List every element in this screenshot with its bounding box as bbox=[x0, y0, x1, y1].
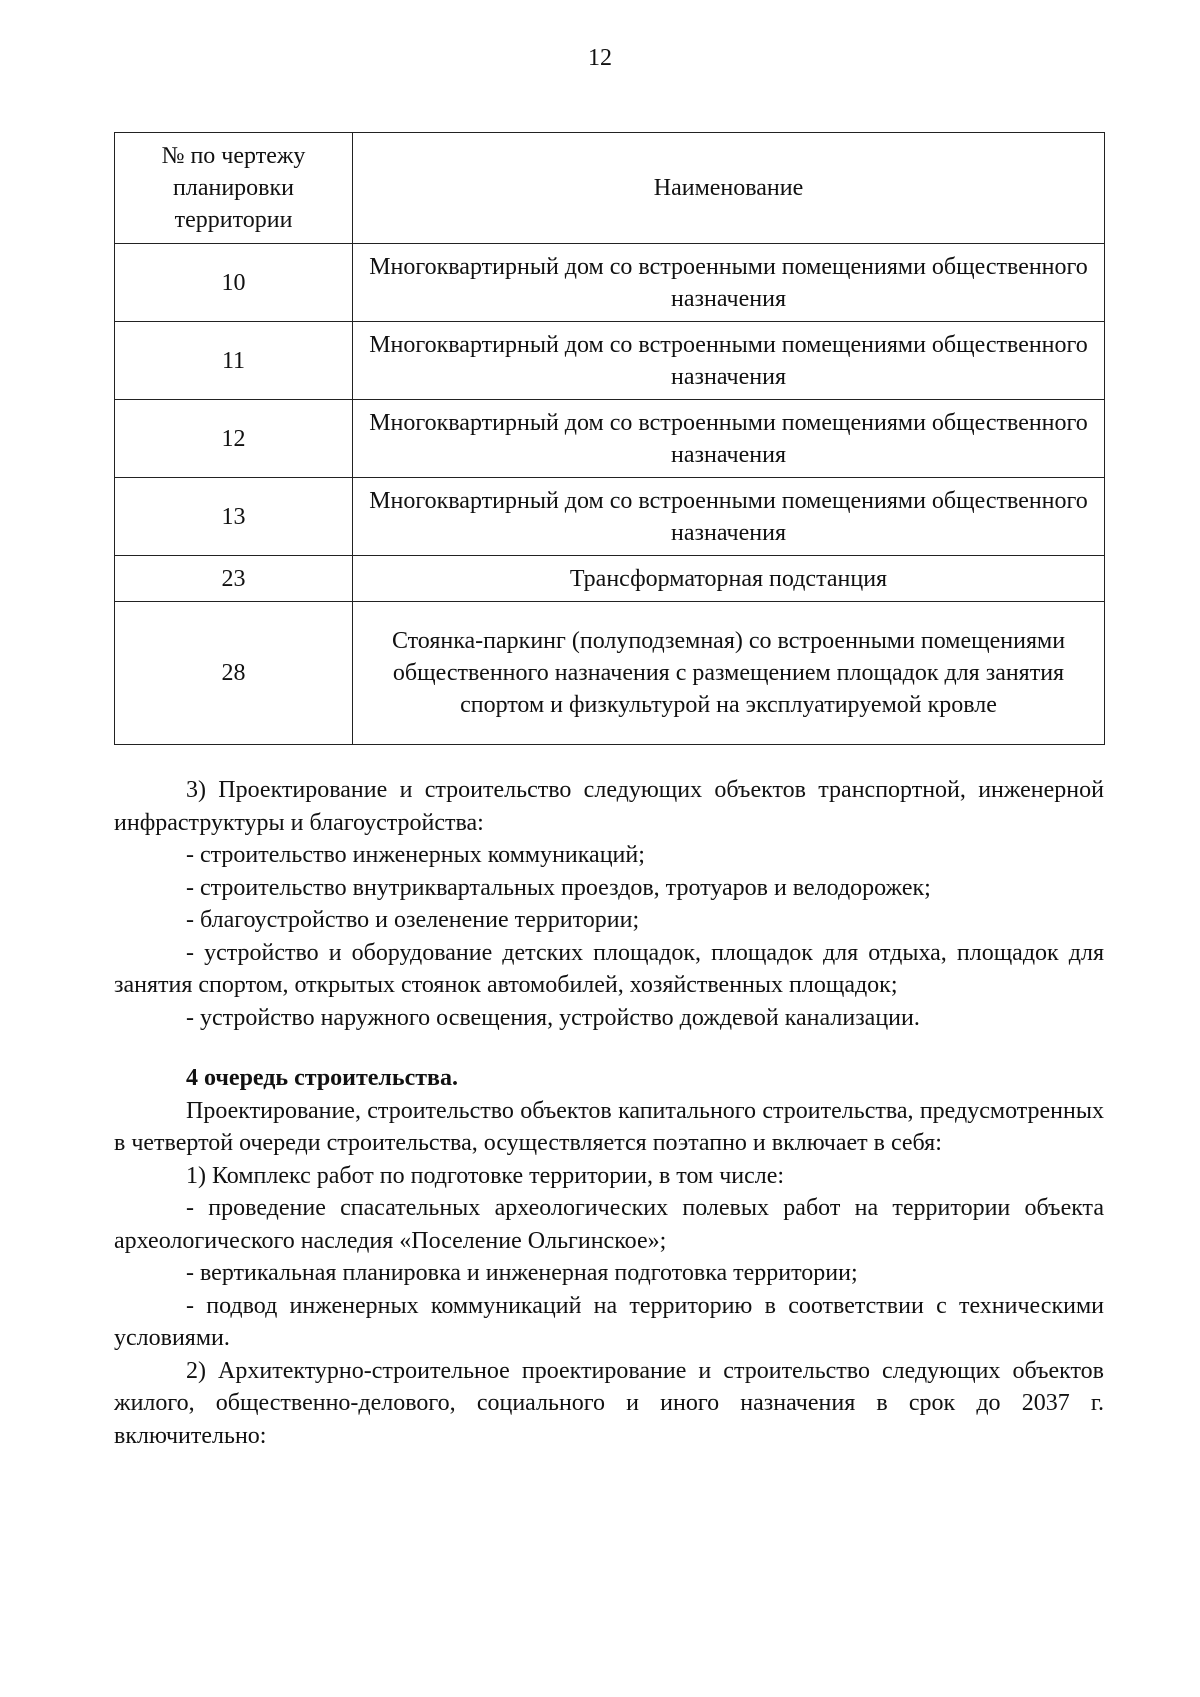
row-number-cell: 12 bbox=[115, 400, 353, 478]
list-item: - строительство инженерных коммуникаций; bbox=[186, 842, 645, 868]
table-row bbox=[115, 602, 1105, 745]
row-number-cell: 28 bbox=[115, 602, 353, 745]
body-text bbox=[114, 774, 1104, 1452]
row-number-cell: 13 bbox=[115, 478, 353, 556]
column-header-name: Наименование bbox=[353, 133, 1105, 244]
row-number-cell: 10 bbox=[115, 244, 353, 322]
table-row bbox=[115, 322, 1105, 400]
row-number-cell: 11 bbox=[115, 322, 353, 400]
section-heading: 4 очередь строительства. bbox=[186, 1065, 458, 1091]
paragraph-item-1: 1) Комплекс работ по подготовке территории, в том числе: bbox=[186, 1162, 785, 1189]
table-row bbox=[115, 244, 1105, 322]
row-number-cell: 23 bbox=[115, 556, 353, 602]
paragraph-intro: Проектирование, строительство объектов капитального строительства, предусмотренных в четвертой очереди строительства, осуществляется поэтапно и включает в себя: bbox=[114, 1097, 1104, 1156]
list-item: - устройство и оборудование детских площадок, площадок для отдыха, площадок для занятия спортом, открытых стоянок автомобилей, хозяйственных площадок; bbox=[114, 939, 1104, 998]
list-item: - подвод инженерных коммуникаций на территорию в соответствии с техническими условиями. bbox=[114, 1292, 1104, 1351]
paragraph-item-2: 2) Архитектурно-строительное проектирование и строительство следующих объектов жилого, общественно-делового, социального и иного назначения в срок до 2037 г. включительно: bbox=[114, 1357, 1104, 1449]
row-name-cell: Стоянка-паркинг (полуподземная) со встроенными помещениями общественного назначения с размещением площадок для занятия спортом и физкультурой на эксплуатируемой кровле bbox=[353, 602, 1105, 745]
list-item: - строительство внутриквартальных проездов, тротуаров и велодорожек; bbox=[186, 874, 931, 901]
column-header-number: № по чертежу планировки территории bbox=[115, 133, 353, 244]
row-name-cell: Трансформаторная подстанция bbox=[353, 556, 1105, 602]
row-name-cell: Многоквартирный дом со встроенными помещениями общественного назначения bbox=[353, 400, 1105, 478]
row-name-cell: Многоквартирный дом со встроенными помещениями общественного назначения bbox=[353, 478, 1105, 556]
list-item: - вертикальная планировка и инженерная подготовка территории; bbox=[186, 1260, 858, 1286]
page-number: 12 bbox=[588, 45, 612, 71]
list-item: - проведение спасательных археологических полевых работ на территории объекта археологического наследия «Поселение Ольгинское»; bbox=[114, 1195, 1104, 1254]
list-item: - устройство наружного освещения, устройство дождевой канализации. bbox=[186, 1004, 920, 1031]
row-name-cell: Многоквартирный дом со встроенными помещениями общественного назначения bbox=[353, 244, 1105, 322]
paragraph-stage-3-infrastructure: 3) Проектирование и строительство следующих объектов транспортной, инженерной инфраструктуры и благоустройства: bbox=[114, 777, 1104, 836]
table-row bbox=[115, 400, 1105, 478]
table-row bbox=[115, 556, 1105, 602]
table-header-row bbox=[115, 133, 1105, 244]
objects-table bbox=[114, 132, 1105, 745]
table-row bbox=[115, 478, 1105, 556]
row-name-cell: Многоквартирный дом со встроенными помещениями общественного назначения bbox=[353, 322, 1105, 400]
list-item: - благоустройство и озеленение территории; bbox=[186, 907, 640, 933]
